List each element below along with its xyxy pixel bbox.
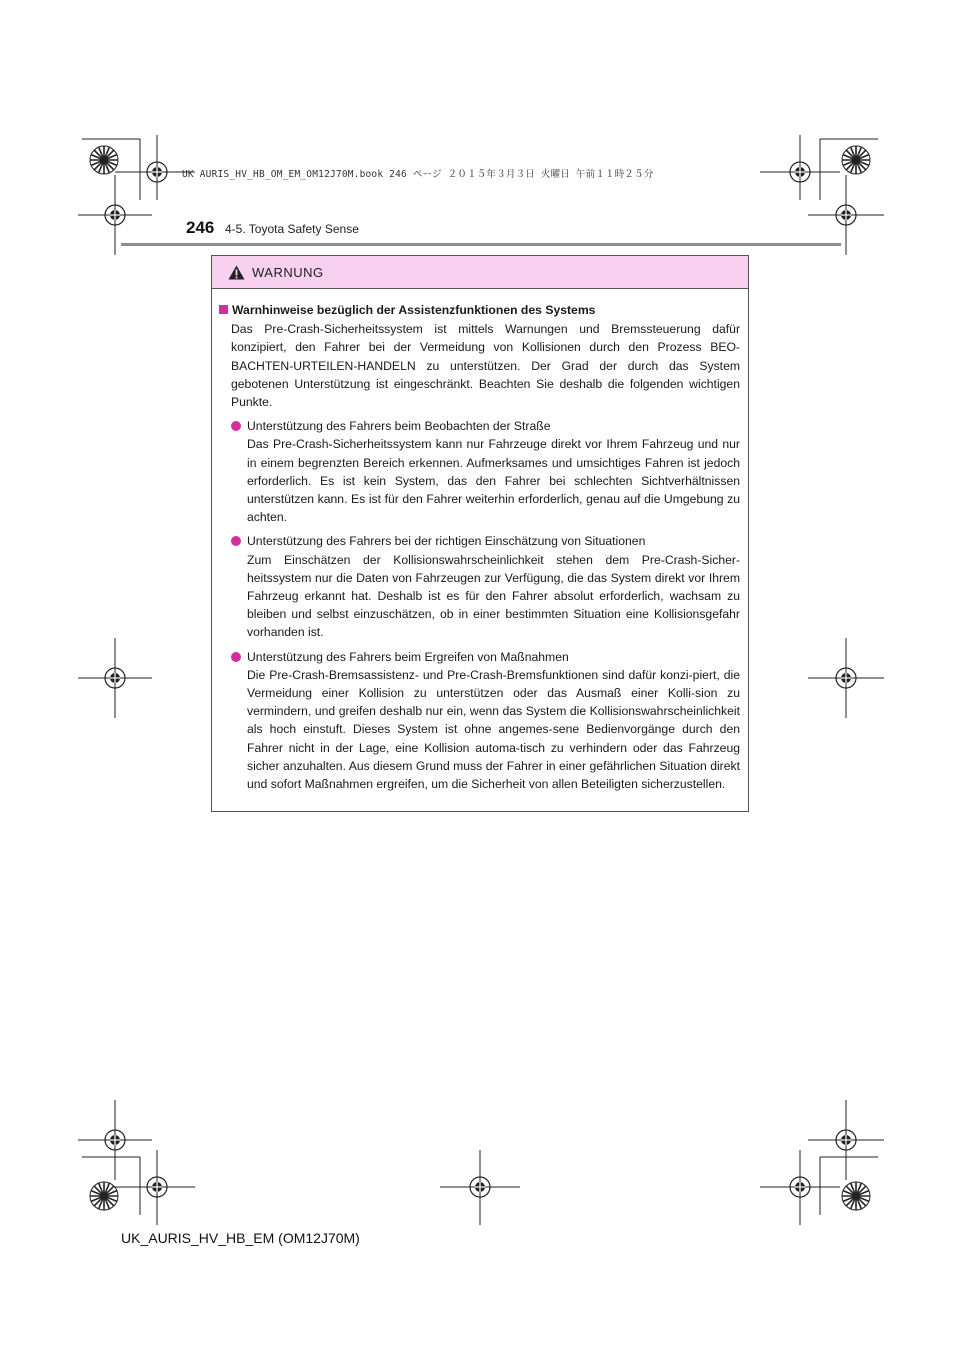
warning-triangle-icon xyxy=(228,265,245,280)
print-book-info: UK AURIS_HV_HB_OM_EM_OM12J70M.book 246 ページ ２０１５年３月３日 火曜日 午前１１時２５分 xyxy=(182,169,654,180)
circle-bullet-icon xyxy=(231,652,241,662)
warning-body xyxy=(212,289,748,793)
topic-heading xyxy=(219,301,740,319)
bullet-text: Das Pre-Crash-Sicherheitssystem kann nur Fahrzeuge direkt vor Ihrem Fahrzeug und nur in einem begrenzten Bereich erkennen. Aufmerksames und umsichtiges Fahren ist jedoch erforderlich. Es ist kein System, das den Fahrer bei schlechten Sichtverhältnissen unterstützen kann. Es ist für den Fahrer weiterhin erforderlich, genau auf die Umgebung zu achten. xyxy=(247,437,740,525)
bullet-text: Die Pre-Crash-Bremsassistenz- und Pre-Crash-Bremsfunktionen sind dafür konzi-piert, die Vermeidung einer Kollision zu unterstützen oder das Ausmaß einer Kolli-sion zu vermindern, und greifen deshalb nur ein, wenn das System die Kollisionswahrscheinlichkeit als hoch einstuft. Dieses System ist ohne angemes-sene Bedienvorgänge durch den Fahrer nicht in der Lage, eine Kollision automa-tisch zu verhindern oder das Fahrzeug sicher anzuhalten. Aus diesem Grund muss der Fahrer in einer gefährlichen Situation direkt und sofort Maßnahmen ergreifen, um die Sicherheit von allen Beteiligten sicherzustellen. xyxy=(247,667,740,792)
bullet-title: Unterstützung des Fahrers beim Ergreifen von Maßnahmen xyxy=(247,649,569,664)
bullet-item xyxy=(219,648,740,794)
section-title: 4-5. Toyota Safety Sense xyxy=(225,222,359,236)
bullet-text: Zum Einschätzen der Kollisionswahrscheinlichkeit stehen dem Pre-Crash-Sicher-heitssystem nur die Daten von Fahrzeugen zur Verfügung, die das System direkt vor Ihrem Fahrzeug erkannt hat. Deshalb ist es für den Fahrer absolut erforderlich, wachsam zu bleiben und selbst einzuschätzen, ob in einer bestimmten Situation eine Kollisionsgefahr vorhanden ist. xyxy=(247,552,740,640)
bullet-title: Unterstützung des Fahrers bei der richtigen Einschätzung von Situationen xyxy=(247,534,646,549)
intro-paragraph: Das Pre-Crash-Sicherheitssystem ist mittels Warnungen und Bremssteuerung dafür konzipiert, den Fahrer bei der Vermeidung von Kollisionen durch den Prozess BEO-BACHTEN-URTEILEN-HANDELN zu unterstützen. Der Grad der durch das System gebotenen Unterstützung ist eingeschränkt. Beachten Sie deshalb die folgenden wichtigen Punkte. xyxy=(231,322,740,410)
footer-model-code: UK_AURIS_HV_HB_EM (OM12J70M) xyxy=(121,1230,360,1246)
topic-heading-text: Warnhinweise bezüglich der Assistenzfunktionen des Systems xyxy=(232,303,596,317)
header-divider xyxy=(121,243,841,246)
warning-title: WARNUNG xyxy=(252,264,324,280)
warning-header xyxy=(212,256,748,289)
bullet-item xyxy=(219,532,740,641)
warning-box xyxy=(211,255,749,812)
square-bullet-icon xyxy=(219,305,228,314)
bullet-title: Unterstützung des Fahrers beim Beobachten der Straße xyxy=(247,419,551,434)
page-number: 246 xyxy=(186,218,215,237)
circle-bullet-icon xyxy=(231,536,241,546)
circle-bullet-icon xyxy=(231,421,241,431)
bullet-item xyxy=(219,417,740,526)
